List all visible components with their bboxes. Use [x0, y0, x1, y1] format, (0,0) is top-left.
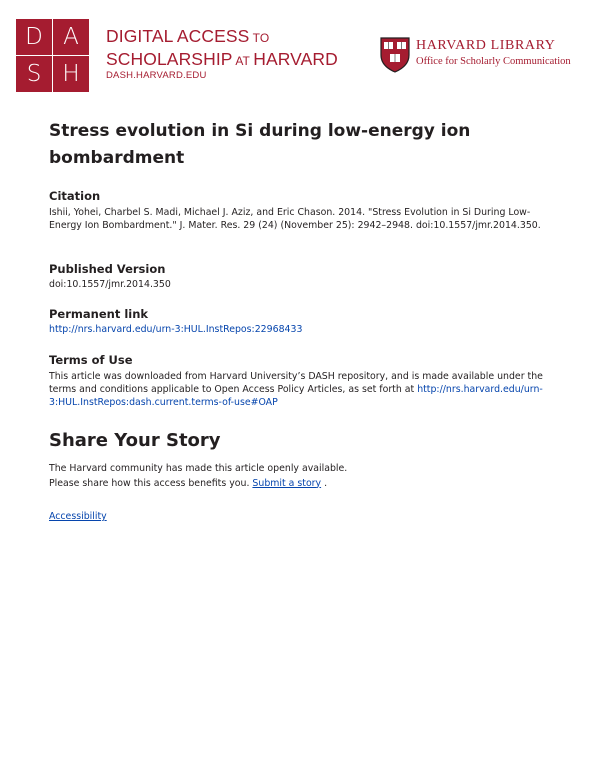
logo-letter-a: A [63, 24, 79, 50]
published-version-heading: Published Version [49, 262, 166, 276]
share-line1: The Harvard community has made this article openly available. [49, 463, 348, 474]
share-line2: Please share how this access benefits you. Submit a story . [49, 477, 328, 489]
dash-url: DASH.HARVARD.EDU [106, 70, 207, 81]
terms-text: This article was downloaded from Harvard University’s DASH repository, and is made available under the terms and conditions applicable to Open Access Policy Articles, as set forth at [49, 371, 543, 396]
permanent-link[interactable]: http://nrs.harvard.edu/urn-3:HUL.InstRepos:22968433 [49, 324, 303, 335]
terms-link[interactable]: http://nrs.harvard.edu/urn-3:HUL.InstRepos:dash.current.terms-of-use#OAP [49, 384, 543, 409]
harvard-library-name: HARVARD LIBRARY [416, 38, 556, 53]
harvard-shield-icon [380, 37, 410, 73]
dash-title-line2: SCHOLARSHIP AT HARVARD [106, 49, 338, 69]
terms-heading: Terms of Use [49, 353, 133, 367]
harvard-library-subtitle: Office for Scholarly Communication [416, 56, 571, 67]
permanent-link-row [49, 323, 549, 336]
document-title: Stress evolution in Si during low-energy ion bombardment [49, 121, 471, 168]
dash-logo [16, 19, 89, 92]
terms-body [49, 370, 549, 410]
dash-title [106, 26, 338, 72]
share-body [49, 462, 549, 491]
permanent-link-heading: Permanent link [49, 307, 149, 321]
dash-title-line1: DIGITAL ACCESS TO [106, 26, 270, 46]
logo-letter-h: H [62, 61, 80, 87]
share-heading: Share Your Story [49, 430, 221, 451]
logo-letter-s: S [26, 61, 42, 87]
published-version-text: doi:10.1557/jmr.2014.350 [49, 279, 171, 290]
accessibility-link[interactable]: Accessibility [49, 511, 107, 522]
citation-heading: Citation [49, 189, 101, 203]
citation-text: Ishii, Yohei, Charbel S. Madi, Michael J. Aziz, and Eric Chason. 2014. "Stress Evolution in Si During Low-Energy Ion Bombardment." J. Mater. Res. 29 (24) (November 25): 2942–2948. doi:10.1557/jmr.2014.350. [49, 207, 541, 232]
accessibility-row [49, 510, 549, 523]
logo-letter-d: D [25, 24, 43, 50]
submit-story-link[interactable]: Submit a story [252, 477, 322, 489]
